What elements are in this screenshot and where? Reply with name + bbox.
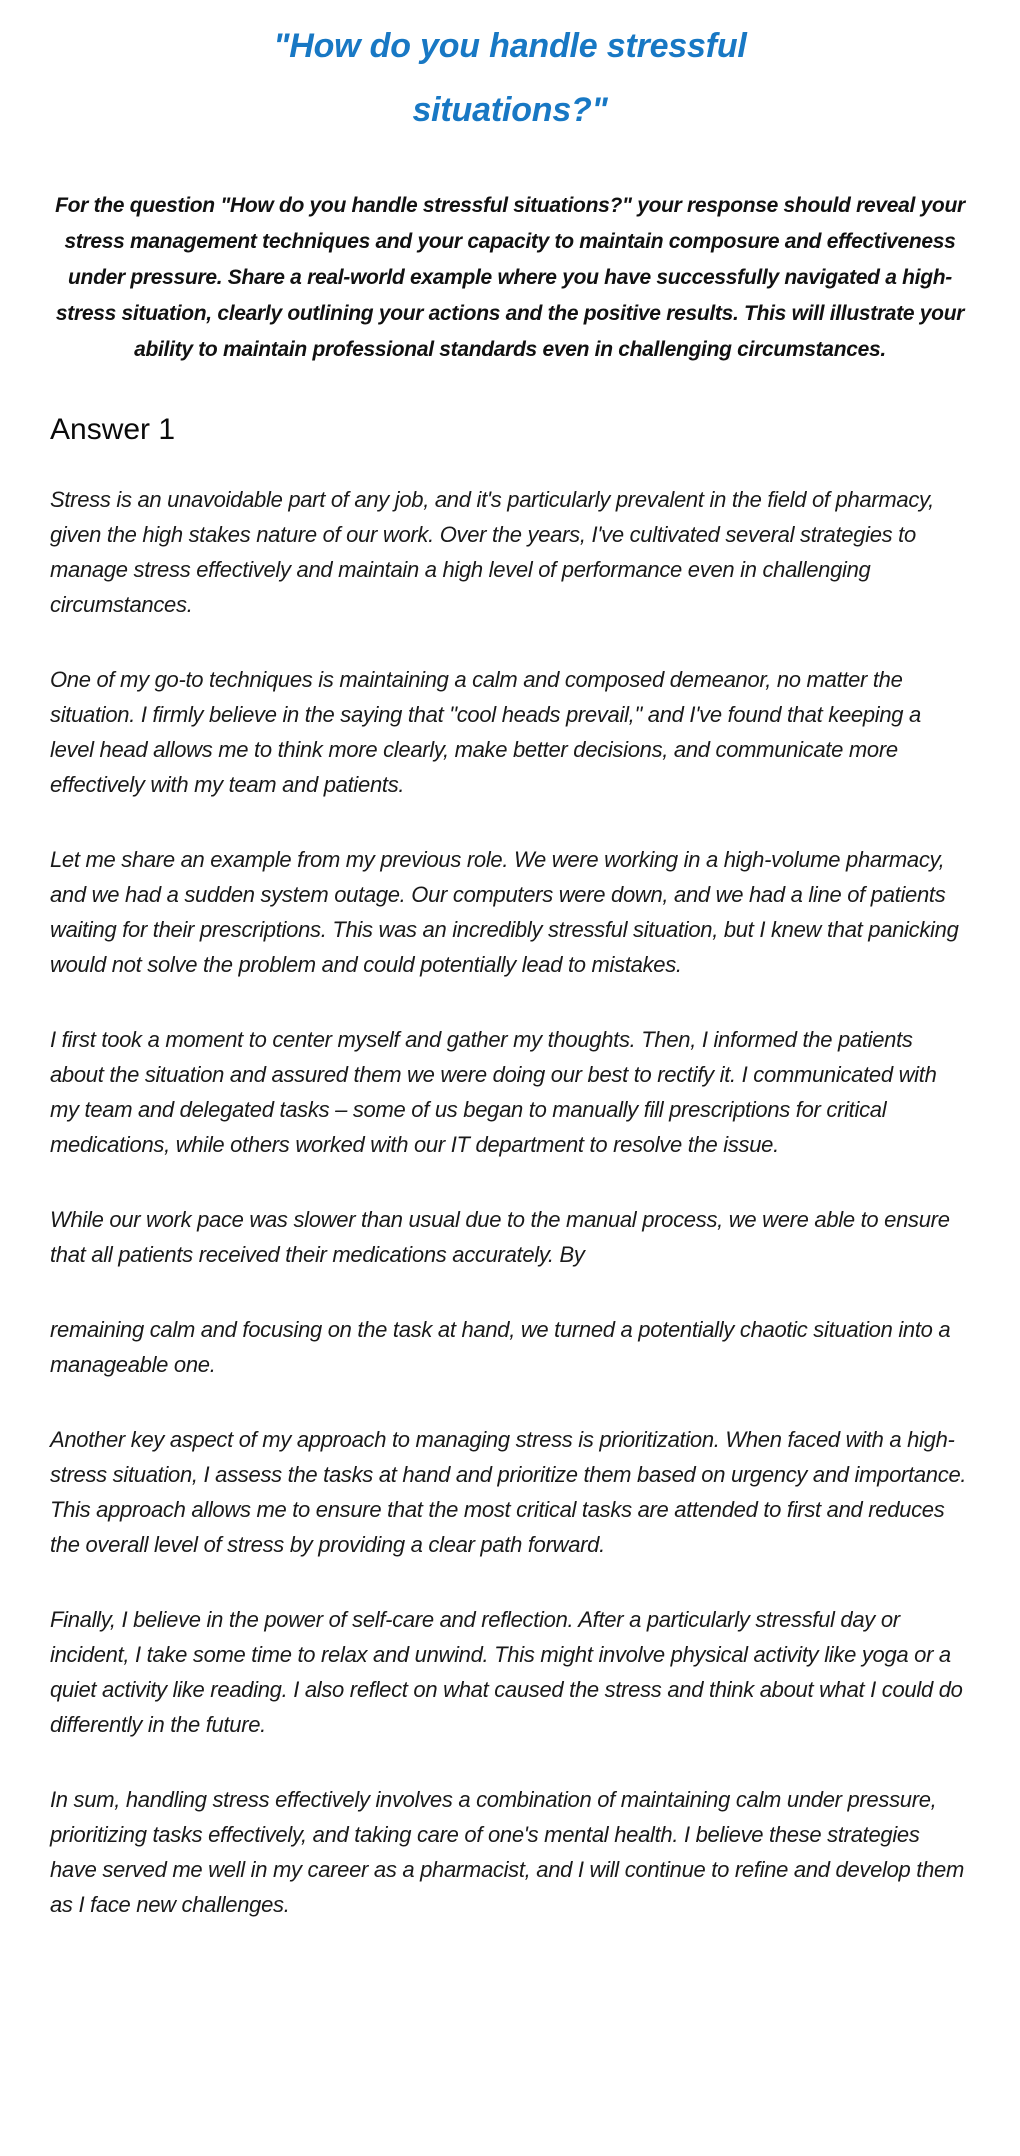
body-paragraph: Finally, I believe in the power of self-care and reflection. After a particularly stressful day or incident, I take some time to relax and unwind. This might involve physical activity like yoga or a quiet activity like reading. I also reflect on what caused the stress and think about what I could do differently in the future. bbox=[50, 1607, 963, 1737]
body-paragraph: Stress is an unavoidable part of any job, and it's particularly prevalent in the field of pharmacy, given the high stakes nature of our work. Over the years, I've cultivated several strategies to manage stress effectively and maintain a high level of performance even in challenging circumstances. bbox=[50, 487, 934, 617]
body-paragraph: Another key aspect of my approach to managing stress is prioritization. When faced with a high-stress situation, I assess the tasks at hand and prioritize them based on urgency and importance. This approach allows me to ensure that the most critical tasks are attended to first and reduces the overall level of stress by providing a clear path forward. bbox=[50, 1427, 967, 1557]
body-paragraph: In sum, handling stress effectively involves a combination of maintaining calm under pressure, prioritizing tasks effectively, and taking care of one's mental health. I believe these strategies have served me well in my career as a pharmacist, and I will continue to refine and develop them as I face new challenges. bbox=[50, 1787, 965, 1917]
page-title: "How do you handle stressful situations?" bbox=[273, 27, 747, 129]
answer-heading: Answer 1 bbox=[50, 413, 176, 446]
body-paragraph: remaining calm and focusing on the task at hand, we turned a potentially chaotic situation into a manageable one. bbox=[50, 1317, 951, 1377]
body-paragraph: Let me share an example from my previous role. We were working in a high-volume pharmacy, and we had a sudden system outage. Our computers were down, and we had a line of patients waiting for their prescriptions. This was an incredibly stressful situation, but I knew that panicking would not solve the problem and could potentially lead to mistakes. bbox=[50, 847, 959, 977]
answer-body bbox=[50, 482, 970, 1922]
body-paragraph: One of my go-to techniques is maintaining a calm and composed demeanor, no matter the situation. I firmly believe in the saying that "cool heads prevail," and I've found that keeping a level head allows me to think more clearly, make better decisions, and communicate more effectively with my team and patients. bbox=[50, 667, 921, 797]
body-paragraph: While our work pace was slower than usual due to the manual process, we were able to ensure that all patients received their medications accurately. By bbox=[50, 1207, 950, 1267]
body-paragraph: I first took a moment to center myself and gather my thoughts. Then, I informed the patients about the situation and assured them we were doing our best to rectify it. I communicated with my team and delegated tasks – some of us began to manually fill prescriptions for critical medications, while others worked with our IT department to resolve the issue. bbox=[50, 1027, 937, 1157]
intro-paragraph: For the question "How do you handle stressful situations?" your response should reveal your stress management techniques and your capacity to maintain composure and effectiveness under pressure. Share a real-world example where you have successfully navigated a high-stress situation, clearly outlining your actions and the positive results. This will illustrate your ability to maintain professional standards even in challenging circumstances. bbox=[55, 194, 965, 361]
